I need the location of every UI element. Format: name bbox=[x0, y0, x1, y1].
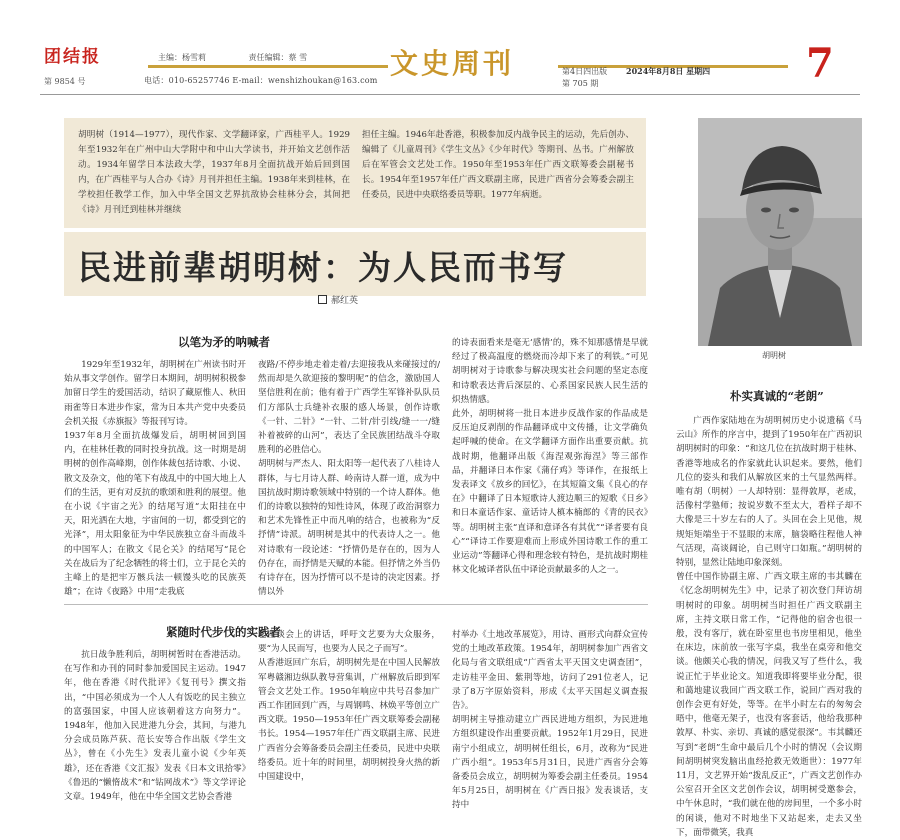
portrait-illustration bbox=[698, 118, 862, 346]
bio-text-col-2: 担任主编。1946年赴香港，积极参加反内战争民主的运动，先后创办、编辑了《儿童周刊》《学生文丛》《少年时代》等期刊、丛书。广州解放后在军管会文艺处工作。1950年至1953年任广西文联筹委会副秘书长。1954年至1957年任广西文联副主席，民进广西省分会筹委会副主任委员，民进中央联络委员等职。1977年病逝。 bbox=[362, 130, 634, 200]
bio-text-col-1: 胡明树（1914—1977），现代作家、文学翻译家，广西桂平人。1929年至1932年在广州中山大学附中和中山大学读书，并开始文艺创作活动。1934年留学日本法政大学，1937年8月全面抗战开始后回到国内，在广西桂平与人合办《诗》月刊并担任主编。1938年来到桂林，在学校担任教学工作，加入中华全国文艺界抗敌协会桂林分会，其间把《诗》月刊迁到桂林并继续 bbox=[78, 130, 350, 215]
issue-number: 第 9854 号 bbox=[44, 77, 86, 86]
article-headline: 民进前辈胡明树：为人民而书写 bbox=[78, 248, 568, 287]
author-bio-box bbox=[64, 118, 646, 228]
s1-col-1 bbox=[64, 358, 246, 598]
s3-col-text: 广西作家陆地在为胡明树历史小说遗稿《马云山》所作的序言中，提到了1950年在广西初识胡明树时的印象：“和这几位在抗战时期于桂林、香港等地成名的作家就此认识起来。要然，他们几位的姿头和我们从解放区来的土气显然两样。唯有胡（明树）一人却特别：显得敦厚，老成，活像村学塾师；按说岁数不至太大，看样子却不大像是三十岁左右的人了。头回在会上见他，规规矩矩端坐于不显眼的末席，脑袋略往程他人神气活现，高谈阔论，自己则守口如瓶。”胡明树的特别，显然让陆地印象深刻。 曾任中国作协副主席、广西文联主席的韦其麟在《忆念胡明树先生》中，记录了初次登门拜访胡明树时的印象。胡明树当时担任广西文联副主席，主持文联日常工作，“记得他的宿舍也很一般，没有客厅，就在卧室里也书房里相见，他坐在床边，床前放一张写字桌，我坐在桌旁和他交谈。他颇关心我的情况，问我又写了些什么，我说正忙于毕业论文。知道我即将要毕业分配，很和蔼地建议我回广西文联工作，说回广西对我的创作会更有好处，等等。在半小时左右的匆匆会晤中，他毫无架子，也没有客套话，他给我那种敦厚、朴实、亲切、真诚的感觉很深”。韦其麟还写到“老朗”生命中最后几个小时的情况（会议期间胡明树突发脑出血经抢救无效逝世）：1977年11月，文艺界开始“拨乱反正”，广西文艺创作办公室召开全区文艺创作会议，胡明树受邀参会，中午休息时，“我们就在他的房间里，一个多小时的闲谈，他对不时地坐下又站起来，走去又坐下，面带微笑，我真 bbox=[676, 416, 862, 838]
masthead-divider bbox=[40, 94, 860, 95]
s2-col-2-text: 艺座谈会上的讲话，呼吁文艺要为大众服务，要“为人民而写，也要为人民之子而写”。 从香港返回广东后，胡明树先是在中国人民解放军粤赣湘边纵队教导营集训，广州解放后即到军管会文艺处工作。1950年响应中共号召参加广西工作团回到广西，与周钢鸣、林焕平等创立广西文联。1950—1953年任广西文联筹委会副秘书长。1954—1957年任广西文联副主席、民进广西省分会筹备委员会副主任委员，民进中央联络委员。近十年的时间里，胡明树投身火热的新中国建设中， bbox=[258, 630, 440, 783]
section-divider bbox=[64, 604, 648, 605]
subheading-2: 紧随时代步伐的实践者 bbox=[166, 625, 281, 639]
s3-col bbox=[676, 414, 862, 838]
chief-editor: 主编：杨雪莉 bbox=[158, 53, 206, 62]
s1-col-2-text: 夜路/不停步地走着走着/去迎接我从来碰接过的/然而却是久欲迎接的黎明呢”的信念，激励国人坚信胜利在前；他有着于广西学生军锋补队队员们方部队士兵缝补衣服的感人场景，创作诗歌《一针、二针》“一针、二针/针引线/缝一一/缝补着被碎的山河”，表达了全民族团结战斗夺取胜利的必胜信心。 胡明树与严杰人、阳太阳等一起代表了八桂诗人群体，与七月诗人群、岭南诗人群一道，成为中国抗战时期诗歌领域中特别的一个诗人群体。他们的诗歌以独特的知性诗风，体现了政治洞察力和艺术先锋性正中而凡响的结合，也被称为“反抒情”诗派。胡明树是其中的代表诗人之一。他对诗歌有一段论述：“抒情仍是存在的，因为人仍存在，而抒情是天赋的本能。但抒情之外当仍有诗存在，因为抒情可以不是诗的决定因素。抒情以外 bbox=[258, 360, 440, 598]
publication-info: 第4日四出版 第 705 期 bbox=[562, 67, 608, 88]
s2-col-2 bbox=[258, 628, 440, 796]
subheading-3: 朴实真诚的“老朗” bbox=[730, 389, 824, 403]
section-title: 文史周刊 bbox=[390, 47, 515, 80]
masthead bbox=[40, 38, 860, 90]
contact-line: 电话：010-65257746 E-mail：wenshizhoukan@163.com bbox=[144, 76, 378, 85]
s1-col-2 bbox=[258, 358, 440, 598]
s1-col-3 bbox=[452, 336, 648, 590]
s2-col-1 bbox=[64, 648, 246, 803]
portrait-photo bbox=[698, 118, 862, 346]
s2-col-3 bbox=[452, 628, 648, 811]
photo-caption: 胡明树 bbox=[762, 351, 786, 360]
subheading-1: 以笔为矛的呐喊者 bbox=[178, 335, 270, 349]
editor-line bbox=[158, 52, 347, 63]
byline-box-icon bbox=[318, 295, 327, 304]
s2-col-1-text: 抗日战争胜利后，胡明树暂时在香港活动。在写作和办刊的同时参加爱国民主运动。1947年，他在香港《时代批评》《复刊号》撰文指出，“中国必须成为一个人人有饭吃的民主独立的富强国家，中国人应该朝着这方向努力”。1948年，他加入民进港九分会，其间，与港九分会成员陈芦荻、范长安等合作出版《学生文丛》，曾在《小先生》发表儿童小说《少年英雄》，还在香港《文汇报》发表《日本文讯拾零》《鲁迅的“懒惰战术”和“钻网战术”》等文学评论文章。1949年，他在中华全国文艺协会香港 bbox=[64, 650, 246, 803]
duty-editor: 责任编辑：蔡 雪 bbox=[248, 53, 308, 62]
s2-col-3-text: 村举办《土地改革展览》，用诗、画形式向群众宣传党的土地改革政策。1954年，胡明树参加广西省文化局与省文联组成“广西省太平天国文史调查团”，走访桂平金田、紫荆等地，访问了291位老人，记录了8万字原始资料，形成《太平天国起义调查报告》。 胡明树主导推动建立广西民进地方组织，为民进地方组织建设作出重要贡献。1952年1月29日，民进南宁小组成立，胡明树任组长，6月，改称为“民进广西小组”。1953年5月31日，民进广西省分会筹备委员会成立，胡明树为筹委会副主任委员。1954年5月25日，胡明树在《广西日报》发表谈话，支持中 bbox=[452, 630, 648, 811]
s1-col-3-text: 的诗表面看来是毫无‘感情’的，殊不知那感情是早就经过了极高温度的燃烧而冷却下来了的利铁。”可见胡明树对于诗歌参与解决现实社会问题的坚定态度和诗歌表达背后深层的、心系国家民族人民生活的炽热情感。 此外，胡明树将一批日本进步反战作家的作品成是反压迫反剥削的作品翻译成中文传播，让文学确负起呼喊的使命。在文学翻译方面作出重要贡献。抗战时期，他翻译出版《海涅观弥海涅》等三部作品，并翻译日本作家《蒲仔鸡》等译作，在报纸上发表译文《放乡的回忆》，在其短篇文集《良心的存在》中翻译了日本短歌诗人渡边顺三的短歌《日乡》和日本童话作家、童话诗人槙本楠郎的《青的民衣》等。胡明树主张“直译和意译各有其优”“译者要有良心”“译诗工作要迎难而上形成外国诗歌工作的重工业运动”等翻译心得和理念较有特色，是抗战时期桂林文化城译者队伍中译论贡献最多的人之一。 bbox=[452, 338, 648, 576]
page-number: 7 bbox=[806, 40, 834, 87]
byline bbox=[318, 293, 358, 306]
newspaper-logo: 团结报 bbox=[44, 47, 101, 67]
s1-col-1-text: 1929年至1932年，胡明树在广州读书时开始从事文学创作。留学日本期间，胡明树积极参加留日学生的爱国活动，结识了藏原惟人、秋田雨雀等日本进步作家，常为日本共产党中央委员会机关报《赤旗报》等报刊写诗。 1937年8月全面抗战爆发后，胡明树回到国内，在桂林任教的同时投身抗战。这一时期是胡明树的创作高峰期，创作体裁包括诗歌、小说、散文及杂文，他的笔下有战乱中的中国大地上人们的生活，更有对反抗的歌颂和胜利的展望。他在小说《宇宙之光》的结尾写道“太阳挂在中天，阳光洒在大地，宇宙间的一切，都受到它的光泽”，用太阳象征为中华民族独立奋斗而战斗的中国军人；在散文《昆仑关》的结尾写“昆仑关在战后为了纪念牺牲的将士们，立于昆仑关的主峰上的是把牢万骸兵法一顿馒头吃的民族英雄”；在诗《夜路》中用“走我底 bbox=[64, 360, 246, 598]
headline-box bbox=[64, 232, 646, 296]
author-name: 郝红英 bbox=[331, 296, 359, 306]
masthead-rule-left bbox=[148, 65, 388, 68]
publication-date: 2024年8月8日 星期四 bbox=[626, 66, 711, 76]
